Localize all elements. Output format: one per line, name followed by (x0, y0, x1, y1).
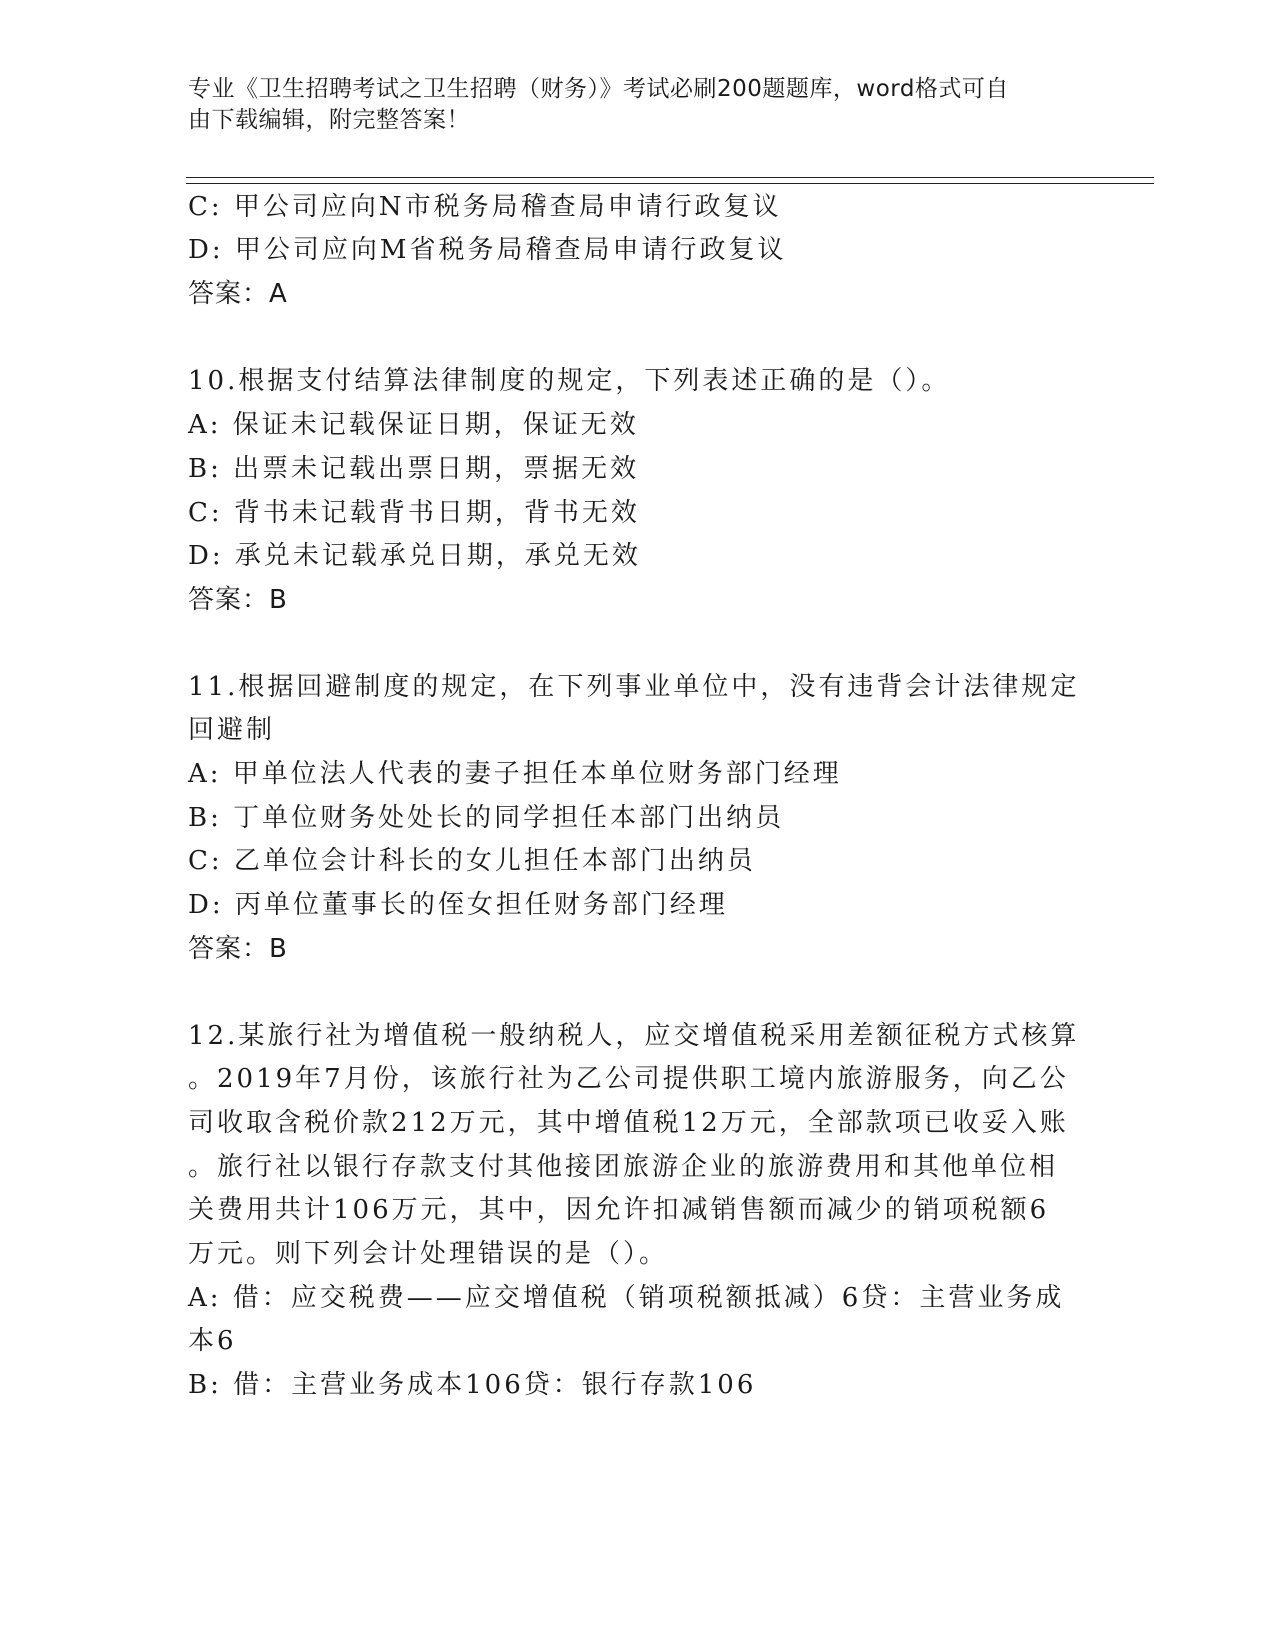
option-c: C: 背书未记载背书日期，背书无效 (188, 498, 640, 528)
option-b: B: 丁单位财务处处长的同学担任本部门出纳员 (188, 803, 785, 833)
option-b: B: 借：主营业务成本106贷：银行存款106 (188, 1370, 757, 1400)
question-12-stem-line-2: 。2019年7月份，该旅行社为乙公司提供职工境内旅游服务，向乙公 (188, 1064, 1069, 1094)
option-a-line-1: A: 借：应交税费——应交增值税（销项税额抵减）6贷：主营业务成 (188, 1283, 1065, 1313)
header-line-2: 由下载编辑，附完整答案！ (188, 107, 470, 133)
option-a-line-2: 本6 (188, 1326, 237, 1356)
document-header (188, 74, 1088, 136)
option-d: D: 甲公司应向M省税务局稽查局申请行政复议 (188, 235, 787, 265)
option-d: D: 承兑未记载承兑日期，承兑无效 (188, 541, 641, 571)
option-a: A: 甲单位法人代表的妻子担任本单位财务部门经理 (188, 759, 842, 789)
header-line-1: 专业《卫生招聘考试之卫生招聘（财务）》考试必刷200题题库，word格式可自 (188, 76, 1009, 102)
option-d: D: 丙单位董事长的侄女担任财务部门经理 (188, 890, 728, 920)
option-c: C: 乙单位会计科长的女儿担任本部门出纳员 (188, 846, 756, 876)
answer: 答案：B (188, 934, 288, 964)
option-b: B: 出票未记载出票日期，票据无效 (188, 454, 640, 484)
question-12-stem-line-1: 12.某旅行社为增值税一般纳税人，应交增值税采用差额征税方式核算 (188, 1021, 1080, 1051)
question-12-stem-line-3: 司收取含税价款212万元，其中增值税12万元，全部款项已收妥入账 (188, 1108, 1069, 1138)
option-a: A: 保证未记载保证日期，保证无效 (188, 410, 639, 440)
question-12-stem-line-5: 关费用共计106万元，其中，因允许扣减销售额而减少的销项税额6 (188, 1195, 1050, 1225)
answer: 答案：B (188, 585, 288, 615)
question-12-stem-line-6: 万元。则下列会计处理错误的是（）。 (188, 1239, 669, 1269)
answer: 答案：A (188, 279, 288, 309)
question-11-stem-line-2: 回避制 (188, 715, 276, 745)
question-10-stem: 10.根据支付结算法律制度的规定，下列表述正确的是（）。 (188, 366, 951, 396)
question-11-stem-line-1: 11.根据回避制度的规定，在下列事业单位中，没有违背会计法律规定 (188, 672, 1080, 702)
question-12-stem-line-4: 。旅行社以银行存款支付其他接团旅游企业的旅游费用和其他单位相 (188, 1152, 1059, 1182)
header-divider-bottom (186, 183, 1154, 184)
header-divider-top (186, 177, 1154, 178)
option-c: C: 甲公司应向N市税务局稽查局申请行政复议 (188, 192, 782, 222)
